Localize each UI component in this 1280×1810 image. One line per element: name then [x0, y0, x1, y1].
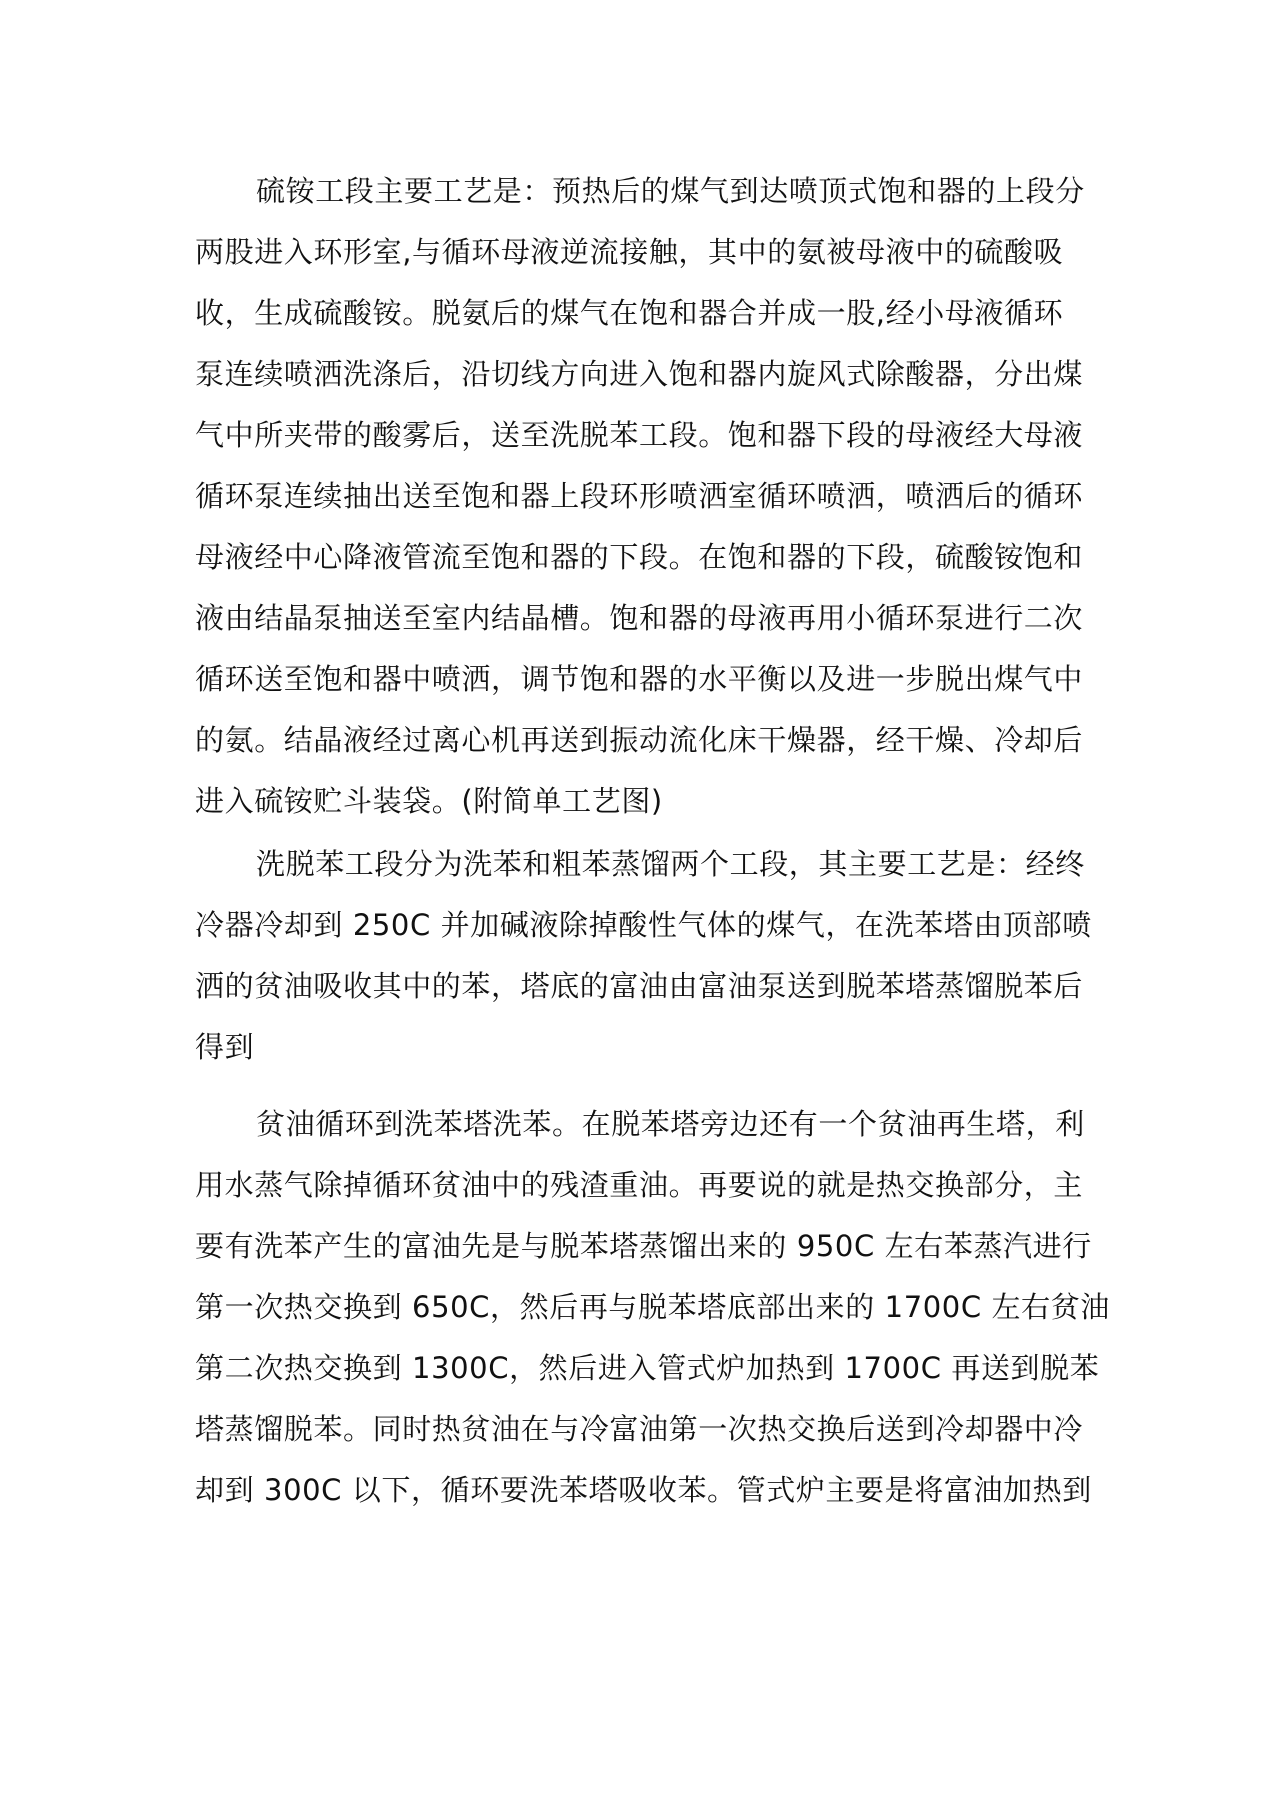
text-line: 得到: [195, 1030, 255, 1064]
text-line: 冷器冷却到 250C 并加碱液除掉酸性气体的煤气，在洗苯塔由顶部喷: [195, 908, 1092, 942]
text-line: 洗脱苯工段分为洗苯和粗苯蒸馏两个工段，其主要工艺是：经终: [256, 847, 1085, 881]
text-line: 循环泵连续抽出送至饱和器上段环形喷洒室循环喷洒，喷洒后的循环: [195, 479, 1084, 513]
text-line: 洒的贫油吸收其中的苯，塔底的富油由富油泵送到脱苯塔蒸馏脱苯后: [195, 969, 1084, 1003]
text-line: 贫油循环到洗苯塔洗苯。在脱苯塔旁边还有一个贫油再生塔，利: [256, 1107, 1085, 1141]
text-line: 第一次热交换到 650C，然后再与脱苯塔底部出来的 1700C 左右贫油: [195, 1290, 1110, 1324]
text-line: 硫铵工段主要工艺是：预热后的煤气到达喷顶式饱和器的上段分: [256, 174, 1085, 208]
text-line: 母液经中心降液管流至饱和器的下段。在饱和器的下段，硫酸铵饱和: [195, 540, 1084, 574]
text-line: 的氨。结晶液经过离心机再送到振动流化床干燥器，经干燥、冷却后: [195, 723, 1084, 757]
text-line: 用水蒸气除掉循环贫油中的残渣重油。再要说的就是热交换部分，主: [195, 1168, 1084, 1202]
text-line: 却到 300C 以下，循环要洗苯塔吸收苯。管式炉主要是将富油加热到: [195, 1473, 1092, 1507]
text-line: 气中所夹带的酸雾后，送至洗脱苯工段。饱和器下段的母液经大母液: [195, 418, 1084, 452]
text-line: 收，生成硫酸铵。脱氨后的煤气在饱和器合并成一股,经小母液循环: [195, 296, 1064, 330]
text-line: 第二次热交换到 1300C，然后进入管式炉加热到 1700C 再送到脱苯: [195, 1351, 1100, 1385]
text-line: 两股进入环形室,与循环母液逆流接触，其中的氨被母液中的硫酸吸: [195, 235, 1064, 269]
text-line: 泵连续喷洒洗涤后，沿切线方向进入饱和器内旋风式除酸器，分出煤: [195, 357, 1084, 391]
text-line: 进入硫铵贮斗装袋。(附简单工艺图): [195, 784, 663, 818]
text-line: 循环送至饱和器中喷洒，调节饱和器的水平衡以及进一步脱出煤气中: [195, 662, 1084, 696]
text-line: 液由结晶泵抽送至室内结晶槽。饱和器的母液再用小循环泵进行二次: [195, 601, 1084, 635]
text-line: 塔蒸馏脱苯。同时热贫油在与冷富油第一次热交换后送到冷却器中冷: [195, 1412, 1084, 1446]
text-line: 要有洗苯产生的富油先是与脱苯塔蒸馏出来的 950C 左右苯蒸汽进行: [195, 1229, 1092, 1263]
